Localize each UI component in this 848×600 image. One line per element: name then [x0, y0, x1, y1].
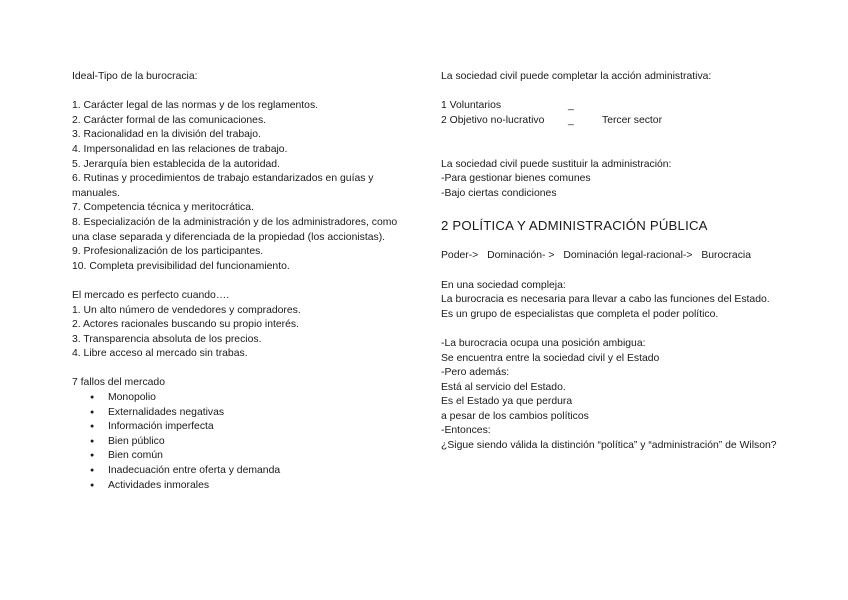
ideal-type-list	[72, 99, 407, 274]
text-line: En una sociedad compleja:	[441, 279, 566, 291]
chain-step: Dominación- >	[487, 250, 555, 262]
list-item: 4. Impersonalidad en las relaciones de trabajo.	[72, 143, 288, 155]
nonprofit-label: 2 Objetivo no-lucrativo	[441, 114, 545, 126]
text-line: Es el Estado ya que perdura	[441, 396, 573, 408]
complete-title: La sociedad civil puede completar la acción administrativa:	[441, 71, 712, 82]
text-line: La burocracia es necesaria para llevar a cabo las funciones del Estado.	[441, 294, 770, 306]
power-chain	[441, 249, 781, 264]
list-item: -Para gestionar bienes comunes	[441, 173, 591, 185]
list-item: 4. Libre acceso al mercado sin trabas.	[72, 348, 248, 360]
chain-step: Burocracia	[701, 250, 751, 262]
volunteers-label: 1 Voluntarios	[441, 100, 502, 112]
list-item: ● Inadecuación entre oferta y demanda	[72, 464, 407, 479]
list-item: 3. Transparencia absoluta de los precios.	[72, 333, 262, 345]
list-item: 2. Carácter formal de las comunicaciones.	[72, 114, 267, 126]
list-item: ● Información imperfecta	[72, 420, 407, 435]
list-item: 2. Actores racionales buscando su propio interés.	[72, 319, 299, 331]
list-item: 7. Competencia técnica y meritocrática.	[72, 202, 254, 214]
list-item: ● Bien común	[72, 449, 407, 464]
list-item: 6. Rutinas y procedimientos de trabajo estandarizados en guías y manuales.	[72, 173, 374, 199]
ideal-type-title: Ideal-Tipo de la burocracia:	[72, 71, 198, 82]
list-item: ● Monopolio	[72, 391, 407, 406]
list-item: ● Externalidades negativas	[72, 406, 407, 421]
list-item: 5. Jerarquía bien establecida de la autoridad.	[72, 158, 280, 170]
list-item: 8. Especialización de la administración y de los administradores, como una clase separada y diferenciada de la propiedad (los accionistas).	[72, 216, 398, 243]
list-item: 9. Profesionalización de los participantes.	[72, 246, 264, 258]
list-item: -Bajo ciertas condiciones	[441, 187, 557, 199]
market-title: El mercado es perfecto cuando….	[72, 289, 230, 301]
substitute-title: La sociedad civil puede sustituir la administración:	[441, 158, 672, 170]
text-line: -Pero además:	[441, 367, 510, 379]
list-item: 1. Un alto número de vendedores y compradores.	[72, 304, 301, 316]
list-item: 10. Completa previsibilidad del funcionamiento.	[72, 260, 290, 272]
text-line: ¿Sigue siendo válida la distinción “política” y “administración” de Wilson?	[441, 440, 777, 452]
market-failures-list	[72, 391, 407, 493]
chain-step: Dominación legal-racional->	[563, 250, 693, 262]
section-heading: 2 POLÍTICA Y ADMINISTRACIÓN PÚBLICA	[441, 218, 708, 234]
nonprofit-row	[441, 114, 781, 129]
third-sector-label: Tercer sector	[602, 114, 663, 126]
text-line: Es un grupo de especialistas que completa el poder político.	[441, 308, 719, 320]
list-item: ● Actividades inmorales	[72, 479, 407, 494]
volunteers-row	[441, 99, 781, 114]
list-item: ● Bien público	[72, 435, 407, 450]
list-item: 1. Carácter legal de las normas y de los reglamentos.	[72, 100, 319, 112]
text-line: Está al servicio del Estado.	[441, 381, 566, 393]
right-column	[441, 70, 781, 454]
underscore-mark: _	[568, 100, 574, 112]
text-line: a pesar de los cambios políticos	[441, 410, 589, 422]
underscore-mark: _	[568, 114, 574, 126]
market-failures-title: 7 fallos del mercado	[72, 377, 165, 389]
market-list	[72, 304, 407, 362]
text-line: Se encuentra entre la sociedad civil y el Estado	[441, 352, 660, 364]
text-line: -La burocracia ocupa una posición ambigua:	[441, 337, 646, 349]
text-line: -Entonces:	[441, 425, 491, 437]
list-item: 3. Racionalidad en la división del trabajo.	[72, 129, 261, 141]
left-column	[72, 70, 407, 493]
chain-step: Poder->	[441, 250, 479, 262]
